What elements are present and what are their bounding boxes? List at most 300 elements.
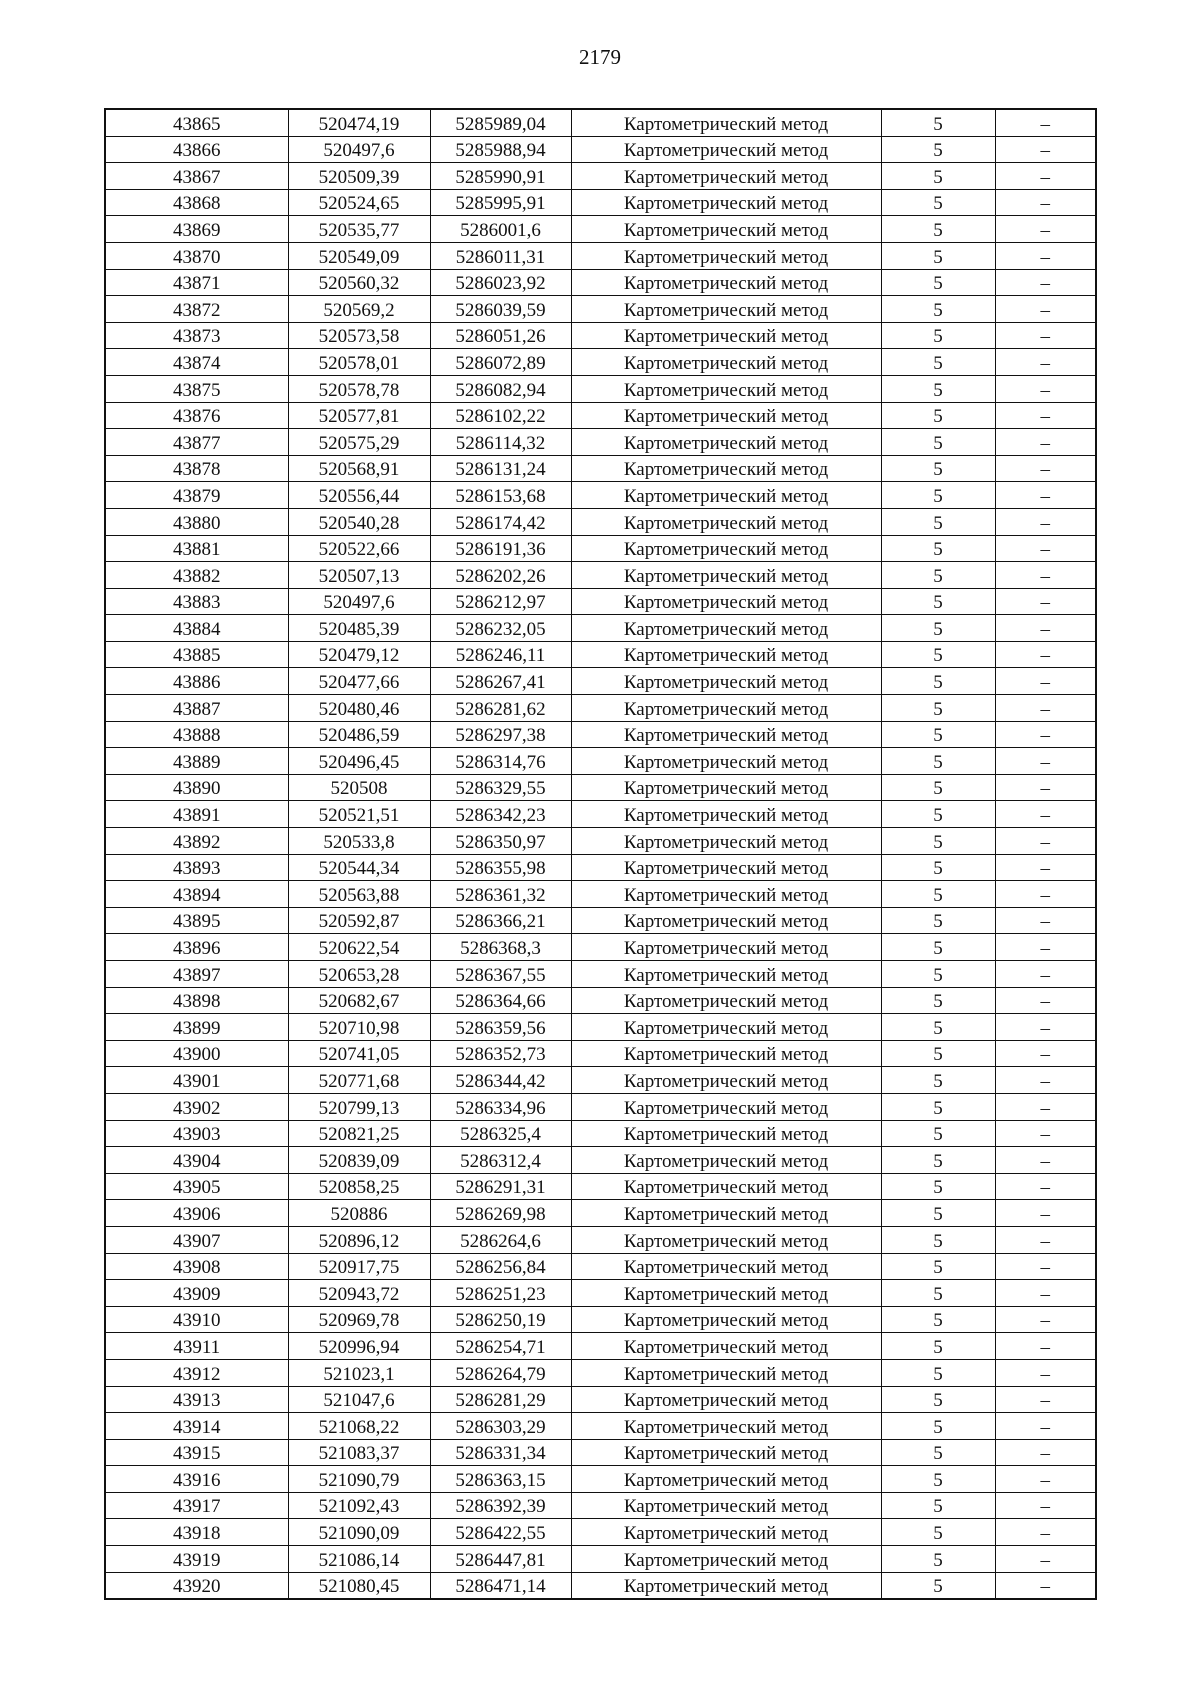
method-cell: Картометрический метод xyxy=(571,242,881,269)
y-coordinate-cell: 5286269,98 xyxy=(430,1200,571,1227)
y-coordinate-cell: 5286297,38 xyxy=(430,721,571,748)
x-coordinate-cell: 520682,67 xyxy=(288,987,430,1014)
y-coordinate-cell: 5286303,29 xyxy=(430,1413,571,1440)
x-coordinate-cell: 520969,78 xyxy=(288,1306,430,1333)
table-row xyxy=(105,987,1096,1014)
table-row xyxy=(105,322,1096,349)
method-cell: Картометрический метод xyxy=(571,615,881,642)
point-number-cell: 43893 xyxy=(105,854,288,881)
x-coordinate-cell: 520821,25 xyxy=(288,1120,430,1147)
accuracy-cell: 5 xyxy=(881,1413,995,1440)
method-cell: Картометрический метод xyxy=(571,854,881,881)
point-number-cell: 43873 xyxy=(105,322,288,349)
x-coordinate-cell: 520577,81 xyxy=(288,402,430,429)
accuracy-cell: 5 xyxy=(881,1226,995,1253)
accuracy-cell: 5 xyxy=(881,189,995,216)
y-coordinate-cell: 5286174,42 xyxy=(430,508,571,535)
x-coordinate-cell: 521068,22 xyxy=(288,1413,430,1440)
description-cell: – xyxy=(995,429,1096,456)
table-row xyxy=(105,1413,1096,1440)
method-cell: Картометрический метод xyxy=(571,721,881,748)
x-coordinate-cell: 520839,09 xyxy=(288,1147,430,1174)
method-cell: Картометрический метод xyxy=(571,1546,881,1573)
table-row xyxy=(105,562,1096,589)
x-coordinate-cell: 520592,87 xyxy=(288,907,430,934)
y-coordinate-cell: 5286329,55 xyxy=(430,774,571,801)
description-cell: – xyxy=(995,907,1096,934)
accuracy-cell: 5 xyxy=(881,1040,995,1067)
x-coordinate-cell: 521083,37 xyxy=(288,1439,430,1466)
y-coordinate-cell: 5286334,96 xyxy=(430,1093,571,1120)
y-coordinate-cell: 5286344,42 xyxy=(430,1067,571,1094)
y-coordinate-cell: 5285988,94 xyxy=(430,136,571,163)
method-cell: Картометрический метод xyxy=(571,189,881,216)
description-cell: – xyxy=(995,1519,1096,1546)
y-coordinate-cell: 5286363,15 xyxy=(430,1466,571,1493)
x-coordinate-cell: 520497,6 xyxy=(288,136,430,163)
description-cell: – xyxy=(995,1466,1096,1493)
y-coordinate-cell: 5286153,68 xyxy=(430,482,571,509)
accuracy-cell: 5 xyxy=(881,242,995,269)
y-coordinate-cell: 5286011,31 xyxy=(430,242,571,269)
method-cell: Картометрический метод xyxy=(571,163,881,190)
description-cell: – xyxy=(995,1572,1096,1599)
point-number-cell: 43906 xyxy=(105,1200,288,1227)
description-cell: – xyxy=(995,774,1096,801)
y-coordinate-cell: 5286072,89 xyxy=(430,349,571,376)
x-coordinate-cell: 521090,79 xyxy=(288,1466,430,1493)
y-coordinate-cell: 5286267,41 xyxy=(430,668,571,695)
accuracy-cell: 5 xyxy=(881,748,995,775)
table-row xyxy=(105,136,1096,163)
accuracy-cell: 5 xyxy=(881,429,995,456)
x-coordinate-cell: 520508 xyxy=(288,774,430,801)
accuracy-cell: 5 xyxy=(881,1173,995,1200)
method-cell: Картометрический метод xyxy=(571,1147,881,1174)
method-cell: Картометрический метод xyxy=(571,748,881,775)
y-coordinate-cell: 5286281,29 xyxy=(430,1386,571,1413)
x-coordinate-cell: 520474,19 xyxy=(288,109,430,136)
point-number-cell: 43905 xyxy=(105,1173,288,1200)
table-row xyxy=(105,1439,1096,1466)
accuracy-cell: 5 xyxy=(881,641,995,668)
y-coordinate-cell: 5286102,22 xyxy=(430,402,571,429)
x-coordinate-cell: 520653,28 xyxy=(288,961,430,988)
x-coordinate-cell: 521092,43 xyxy=(288,1492,430,1519)
table-row xyxy=(105,508,1096,535)
table-row xyxy=(105,1546,1096,1573)
description-cell: – xyxy=(995,1280,1096,1307)
table-row xyxy=(105,1147,1096,1174)
method-cell: Картометрический метод xyxy=(571,1306,881,1333)
table-row xyxy=(105,668,1096,695)
y-coordinate-cell: 5286352,73 xyxy=(430,1040,571,1067)
x-coordinate-cell: 520540,28 xyxy=(288,508,430,535)
accuracy-cell: 5 xyxy=(881,1439,995,1466)
point-number-cell: 43907 xyxy=(105,1226,288,1253)
accuracy-cell: 5 xyxy=(881,1253,995,1280)
table-row xyxy=(105,1386,1096,1413)
y-coordinate-cell: 5286114,32 xyxy=(430,429,571,456)
point-number-cell: 43897 xyxy=(105,961,288,988)
table-row xyxy=(105,828,1096,855)
table-row xyxy=(105,695,1096,722)
description-cell: – xyxy=(995,721,1096,748)
table-row xyxy=(105,455,1096,482)
accuracy-cell: 5 xyxy=(881,1280,995,1307)
y-coordinate-cell: 5286361,32 xyxy=(430,881,571,908)
description-cell: – xyxy=(995,322,1096,349)
method-cell: Картометрический метод xyxy=(571,641,881,668)
accuracy-cell: 5 xyxy=(881,1200,995,1227)
y-coordinate-cell: 5286256,84 xyxy=(430,1253,571,1280)
method-cell: Картометрический метод xyxy=(571,934,881,961)
description-cell: – xyxy=(995,1386,1096,1413)
table-row xyxy=(105,242,1096,269)
method-cell: Картометрический метод xyxy=(571,828,881,855)
x-coordinate-cell: 520479,12 xyxy=(288,641,430,668)
point-number-cell: 43915 xyxy=(105,1439,288,1466)
point-number-cell: 43886 xyxy=(105,668,288,695)
y-coordinate-cell: 5286342,23 xyxy=(430,801,571,828)
point-number-cell: 43890 xyxy=(105,774,288,801)
point-number-cell: 43904 xyxy=(105,1147,288,1174)
x-coordinate-cell: 520996,94 xyxy=(288,1333,430,1360)
accuracy-cell: 5 xyxy=(881,216,995,243)
accuracy-cell: 5 xyxy=(881,934,995,961)
accuracy-cell: 5 xyxy=(881,296,995,323)
table-row xyxy=(105,216,1096,243)
y-coordinate-cell: 5286051,26 xyxy=(430,322,571,349)
method-cell: Картометрический метод xyxy=(571,1280,881,1307)
point-number-cell: 43909 xyxy=(105,1280,288,1307)
accuracy-cell: 5 xyxy=(881,801,995,828)
description-cell: – xyxy=(995,1546,1096,1573)
accuracy-cell: 5 xyxy=(881,1466,995,1493)
table-row xyxy=(105,1253,1096,1280)
table-row xyxy=(105,1120,1096,1147)
description-cell: – xyxy=(995,615,1096,642)
x-coordinate-cell: 520858,25 xyxy=(288,1173,430,1200)
accuracy-cell: 5 xyxy=(881,881,995,908)
description-cell: – xyxy=(995,854,1096,881)
table-row xyxy=(105,1226,1096,1253)
point-number-cell: 43911 xyxy=(105,1333,288,1360)
x-coordinate-cell: 520544,34 xyxy=(288,854,430,881)
description-cell: – xyxy=(995,163,1096,190)
x-coordinate-cell: 521047,6 xyxy=(288,1386,430,1413)
description-cell: – xyxy=(995,402,1096,429)
x-coordinate-cell: 520480,46 xyxy=(288,695,430,722)
description-cell: – xyxy=(995,242,1096,269)
point-number-cell: 43867 xyxy=(105,163,288,190)
description-cell: – xyxy=(995,216,1096,243)
method-cell: Картометрический метод xyxy=(571,562,881,589)
method-cell: Картометрический метод xyxy=(571,402,881,429)
y-coordinate-cell: 5286264,79 xyxy=(430,1359,571,1386)
x-coordinate-cell: 520943,72 xyxy=(288,1280,430,1307)
accuracy-cell: 5 xyxy=(881,322,995,349)
table-row xyxy=(105,1173,1096,1200)
y-coordinate-cell: 5286331,34 xyxy=(430,1439,571,1466)
x-coordinate-cell: 521023,1 xyxy=(288,1359,430,1386)
method-cell: Картометрический метод xyxy=(571,1572,881,1599)
accuracy-cell: 5 xyxy=(881,1546,995,1573)
accuracy-cell: 5 xyxy=(881,668,995,695)
method-cell: Картометрический метод xyxy=(571,907,881,934)
description-cell: – xyxy=(995,1014,1096,1041)
y-coordinate-cell: 5286368,3 xyxy=(430,934,571,961)
y-coordinate-cell: 5286082,94 xyxy=(430,375,571,402)
page-number: 2179 xyxy=(579,45,621,69)
method-cell: Картометрический метод xyxy=(571,1439,881,1466)
point-number-cell: 43895 xyxy=(105,907,288,934)
method-cell: Картометрический метод xyxy=(571,349,881,376)
table-row xyxy=(105,535,1096,562)
x-coordinate-cell: 520509,39 xyxy=(288,163,430,190)
accuracy-cell: 5 xyxy=(881,562,995,589)
description-cell: – xyxy=(995,1173,1096,1200)
table-row xyxy=(105,934,1096,961)
accuracy-cell: 5 xyxy=(881,721,995,748)
y-coordinate-cell: 5286281,62 xyxy=(430,695,571,722)
method-cell: Картометрический метод xyxy=(571,322,881,349)
point-number-cell: 43910 xyxy=(105,1306,288,1333)
y-coordinate-cell: 5286422,55 xyxy=(430,1519,571,1546)
description-cell: – xyxy=(995,588,1096,615)
description-cell: – xyxy=(995,136,1096,163)
method-cell: Картометрический метод xyxy=(571,375,881,402)
point-number-cell: 43918 xyxy=(105,1519,288,1546)
y-coordinate-cell: 5286191,36 xyxy=(430,535,571,562)
point-number-cell: 43884 xyxy=(105,615,288,642)
method-cell: Картометрический метод xyxy=(571,1466,881,1493)
accuracy-cell: 5 xyxy=(881,375,995,402)
y-coordinate-cell: 5286232,05 xyxy=(430,615,571,642)
method-cell: Картометрический метод xyxy=(571,1333,881,1360)
x-coordinate-cell: 520917,75 xyxy=(288,1253,430,1280)
x-coordinate-cell: 520741,05 xyxy=(288,1040,430,1067)
accuracy-cell: 5 xyxy=(881,1120,995,1147)
x-coordinate-cell: 520496,45 xyxy=(288,748,430,775)
description-cell: – xyxy=(995,1413,1096,1440)
accuracy-cell: 5 xyxy=(881,1147,995,1174)
x-coordinate-cell: 520573,58 xyxy=(288,322,430,349)
point-number-cell: 43866 xyxy=(105,136,288,163)
point-number-cell: 43880 xyxy=(105,508,288,535)
method-cell: Картометрический метод xyxy=(571,774,881,801)
point-number-cell: 43885 xyxy=(105,641,288,668)
point-number-cell: 43902 xyxy=(105,1093,288,1120)
point-number-cell: 43912 xyxy=(105,1359,288,1386)
table-row xyxy=(105,429,1096,456)
point-number-cell: 43871 xyxy=(105,269,288,296)
y-coordinate-cell: 5286314,76 xyxy=(430,748,571,775)
table-row xyxy=(105,296,1096,323)
point-number-cell: 43876 xyxy=(105,402,288,429)
method-cell: Картометрический метод xyxy=(571,1093,881,1120)
y-coordinate-cell: 5286131,24 xyxy=(430,455,571,482)
accuracy-cell: 5 xyxy=(881,109,995,136)
method-cell: Картометрический метод xyxy=(571,508,881,535)
accuracy-cell: 5 xyxy=(881,136,995,163)
accuracy-cell: 5 xyxy=(881,482,995,509)
y-coordinate-cell: 5286264,6 xyxy=(430,1226,571,1253)
description-cell: – xyxy=(995,987,1096,1014)
point-number-cell: 43892 xyxy=(105,828,288,855)
x-coordinate-cell: 520886 xyxy=(288,1200,430,1227)
description-cell: – xyxy=(995,1253,1096,1280)
description-cell: – xyxy=(995,562,1096,589)
method-cell: Картометрический метод xyxy=(571,1173,881,1200)
description-cell: – xyxy=(995,1200,1096,1227)
x-coordinate-cell: 520497,6 xyxy=(288,588,430,615)
accuracy-cell: 5 xyxy=(881,349,995,376)
accuracy-cell: 5 xyxy=(881,1572,995,1599)
y-coordinate-cell: 5286350,97 xyxy=(430,828,571,855)
x-coordinate-cell: 521090,09 xyxy=(288,1519,430,1546)
point-number-cell: 43865 xyxy=(105,109,288,136)
y-coordinate-cell: 5286251,23 xyxy=(430,1280,571,1307)
accuracy-cell: 5 xyxy=(881,1014,995,1041)
method-cell: Картометрический метод xyxy=(571,216,881,243)
table-row xyxy=(105,907,1096,934)
description-cell: – xyxy=(995,1093,1096,1120)
x-coordinate-cell: 521080,45 xyxy=(288,1572,430,1599)
accuracy-cell: 5 xyxy=(881,163,995,190)
description-cell: – xyxy=(995,1067,1096,1094)
table-row xyxy=(105,961,1096,988)
method-cell: Картометрический метод xyxy=(571,1359,881,1386)
accuracy-cell: 5 xyxy=(881,455,995,482)
table-row xyxy=(105,1492,1096,1519)
y-coordinate-cell: 5286325,4 xyxy=(430,1120,571,1147)
x-coordinate-cell: 520578,01 xyxy=(288,349,430,376)
description-cell: – xyxy=(995,296,1096,323)
x-coordinate-cell: 520578,78 xyxy=(288,375,430,402)
description-cell: – xyxy=(995,668,1096,695)
table-row xyxy=(105,109,1096,136)
description-cell: – xyxy=(995,455,1096,482)
point-number-cell: 43914 xyxy=(105,1413,288,1440)
accuracy-cell: 5 xyxy=(881,1306,995,1333)
x-coordinate-cell: 520507,13 xyxy=(288,562,430,589)
point-number-cell: 43901 xyxy=(105,1067,288,1094)
description-cell: – xyxy=(995,695,1096,722)
accuracy-cell: 5 xyxy=(881,402,995,429)
x-coordinate-cell: 520799,13 xyxy=(288,1093,430,1120)
x-coordinate-cell: 520477,66 xyxy=(288,668,430,695)
table-row xyxy=(105,801,1096,828)
accuracy-cell: 5 xyxy=(881,907,995,934)
method-cell: Картометрический метод xyxy=(571,1226,881,1253)
point-number-cell: 43894 xyxy=(105,881,288,908)
description-cell: – xyxy=(995,1333,1096,1360)
accuracy-cell: 5 xyxy=(881,588,995,615)
description-cell: – xyxy=(995,535,1096,562)
method-cell: Картометрический метод xyxy=(571,588,881,615)
description-cell: – xyxy=(995,801,1096,828)
accuracy-cell: 5 xyxy=(881,854,995,881)
x-coordinate-cell: 521086,14 xyxy=(288,1546,430,1573)
description-cell: – xyxy=(995,375,1096,402)
x-coordinate-cell: 520533,8 xyxy=(288,828,430,855)
table-row xyxy=(105,1280,1096,1307)
table-row xyxy=(105,748,1096,775)
y-coordinate-cell: 5285990,91 xyxy=(430,163,571,190)
description-cell: – xyxy=(995,748,1096,775)
description-cell: – xyxy=(995,269,1096,296)
description-cell: – xyxy=(995,1147,1096,1174)
description-cell: – xyxy=(995,189,1096,216)
table-row xyxy=(105,881,1096,908)
accuracy-cell: 5 xyxy=(881,695,995,722)
accuracy-cell: 5 xyxy=(881,961,995,988)
point-number-cell: 43868 xyxy=(105,189,288,216)
description-cell: – xyxy=(995,349,1096,376)
accuracy-cell: 5 xyxy=(881,1359,995,1386)
y-coordinate-cell: 5285989,04 xyxy=(430,109,571,136)
x-coordinate-cell: 520568,91 xyxy=(288,455,430,482)
x-coordinate-cell: 520486,59 xyxy=(288,721,430,748)
method-cell: Картометрический метод xyxy=(571,1014,881,1041)
table-row xyxy=(105,402,1096,429)
point-number-cell: 43872 xyxy=(105,296,288,323)
x-coordinate-cell: 520549,09 xyxy=(288,242,430,269)
point-number-cell: 43875 xyxy=(105,375,288,402)
x-coordinate-cell: 520522,66 xyxy=(288,535,430,562)
method-cell: Картометрический метод xyxy=(571,1067,881,1094)
method-cell: Картометрический метод xyxy=(571,482,881,509)
description-cell: – xyxy=(995,828,1096,855)
table-row xyxy=(105,615,1096,642)
table-row xyxy=(105,588,1096,615)
description-cell: – xyxy=(995,482,1096,509)
point-number-cell: 43903 xyxy=(105,1120,288,1147)
description-cell: – xyxy=(995,881,1096,908)
point-number-cell: 43874 xyxy=(105,349,288,376)
method-cell: Картометрический метод xyxy=(571,269,881,296)
coordinates-table xyxy=(104,108,1097,1600)
description-cell: – xyxy=(995,109,1096,136)
x-coordinate-cell: 520560,32 xyxy=(288,269,430,296)
accuracy-cell: 5 xyxy=(881,1333,995,1360)
x-coordinate-cell: 520524,65 xyxy=(288,189,430,216)
description-cell: – xyxy=(995,1439,1096,1466)
point-number-cell: 43891 xyxy=(105,801,288,828)
accuracy-cell: 5 xyxy=(881,508,995,535)
table-row xyxy=(105,1519,1096,1546)
x-coordinate-cell: 520771,68 xyxy=(288,1067,430,1094)
table-row xyxy=(105,1200,1096,1227)
y-coordinate-cell: 5286291,31 xyxy=(430,1173,571,1200)
point-number-cell: 43870 xyxy=(105,242,288,269)
description-cell: – xyxy=(995,508,1096,535)
accuracy-cell: 5 xyxy=(881,828,995,855)
method-cell: Картометрический метод xyxy=(571,961,881,988)
y-coordinate-cell: 5286364,66 xyxy=(430,987,571,1014)
point-number-cell: 43883 xyxy=(105,588,288,615)
method-cell: Картометрический метод xyxy=(571,1200,881,1227)
method-cell: Картометрический метод xyxy=(571,296,881,323)
y-coordinate-cell: 5286355,98 xyxy=(430,854,571,881)
point-number-cell: 43879 xyxy=(105,482,288,509)
y-coordinate-cell: 5286254,71 xyxy=(430,1333,571,1360)
method-cell: Картометрический метод xyxy=(571,429,881,456)
point-number-cell: 43919 xyxy=(105,1546,288,1573)
y-coordinate-cell: 5286447,81 xyxy=(430,1546,571,1573)
y-coordinate-cell: 5286039,59 xyxy=(430,296,571,323)
